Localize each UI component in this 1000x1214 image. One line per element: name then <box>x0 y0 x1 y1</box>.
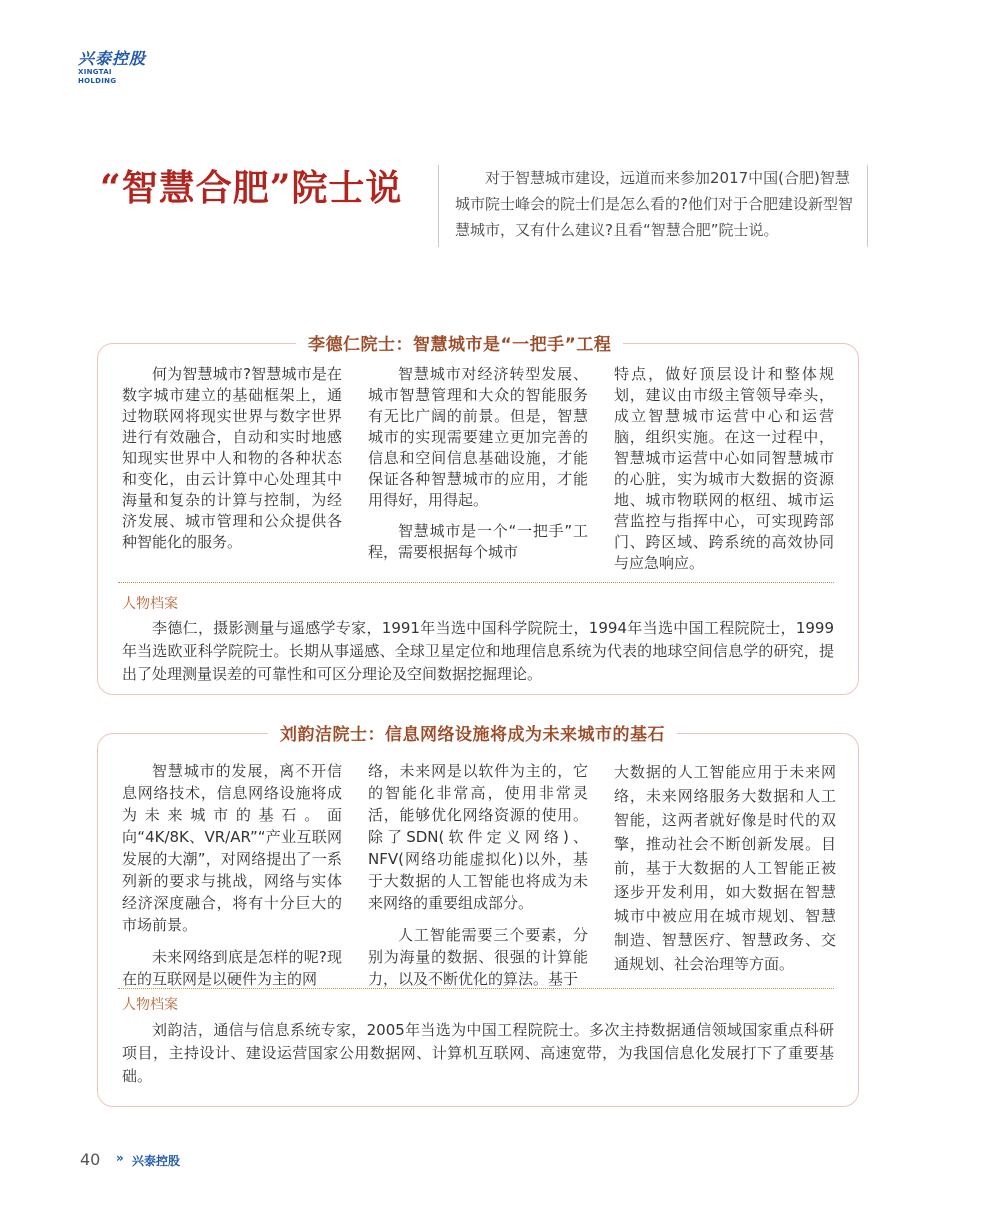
logo-name-en: XINGTAI HOLDING <box>78 68 117 85</box>
paragraph: 未来网络到底是怎样的呢?现在的互联网是以硬件为主的网 <box>122 948 342 988</box>
paragraph: 智慧城市的发展，离不开信息网络技术，信息网络设施将成为未来城市的基石。面向“4K/8K、VR/AR”“产业互联网发展的大潮”，对网络提出了一系列新的要求与挑战，网络与实体经济深度融合，将有十分巨大的市场前景。 <box>122 762 342 934</box>
paragraph: 络，未来网是以软件为主的，它的智能化非常高，使用非常灵活，能够优化网络资源的使用。除了SDN(软件定义网络)、NFV(网络功能虚拟化)以外，基于大数据的人工智能也将成为未来网络的重要组成部分。 <box>368 762 588 912</box>
profile-label: 人物档案 <box>122 997 178 1013</box>
footer-brand: 兴泰控股 <box>132 1154 181 1168</box>
dotted-divider <box>118 988 834 989</box>
section1-column-3 <box>614 364 834 574</box>
section2-column-3 <box>614 760 836 976</box>
paragraph: 特点，做好顶层设计和整体规划，建议由市级主管领导牵头，成立智慧城市运营中心和运营脑，组织实施。在这一过程中，智慧城市运营中心如同智慧城市的心脏，实为城市大数据的资源地、城市物联网的枢纽、城市运营监控与指挥中心，可实现跨部门、跨区域、跨系统的高效协同与应急响应。 <box>614 365 834 572</box>
chevron-right-icon: » <box>116 1151 124 1165</box>
paragraph: 何为智慧城市?智慧城市是在数字城市建立的基础框架上，通过物联网将现实世界与数字世界进行有效融合，自动和实时地感知现实世界中人和物的各种状态和变化，由云计算中心处理其中海量和复杂的计算与控制，为经济发展、城市管理和公众提供各种智能化的服务。 <box>122 365 342 551</box>
logo-name-cn: 兴泰控股 <box>78 49 147 68</box>
company-logo <box>78 50 148 86</box>
profile-text-liu-yunjie: 刘韵洁，通信与信息系统专家，2005年当选为中国工程院院士。多次主持数据通信领域国家重点科研项目，主持设计、建设运营国家公用数据网、计算机互联网、高速宽带，为我国信息化发展打下了重要基础。 <box>122 1021 834 1085</box>
article-intro: 对于智慧城市建设，远道而来参加2017中国(合肥)智慧城市院士峰会的院士们是怎么看的?他们对于合肥建设新型智慧城市，又有什么建议?且看“智慧合肥”院士说。 <box>438 165 868 247</box>
paragraph: 智慧城市是一个“一把手”工程，需要根据每个城市 <box>368 522 588 561</box>
dotted-divider <box>118 582 834 583</box>
section-heading-liu-yunjie: 刘韵洁院士：信息网络设施将成为未来城市的基石 <box>268 720 677 745</box>
page-number: 40 <box>80 1150 101 1169</box>
profile-text-li-deren: 李德仁，摄影测量与遥感学专家，1991年当选中国科学院院士，1994年当选中国工程院院士，1999年当选欧亚科学院院士。长期从事遥感、全球卫星定位和地理信息系统为代表的地球空间信息学的研究，提出了处理测量误差的可靠性和可区分理论及空间数据挖掘理论。 <box>122 619 834 683</box>
paragraph: 智慧城市对经济转型发展、城市智慧管理和大众的智能服务有无比广阔的前景。但是，智慧城市的实现需要建立更加完善的信息和空间信息基础设施，才能保证各种智慧城市的应用，才能用得好，用得起。 <box>368 365 588 509</box>
profile-label: 人物档案 <box>122 596 178 612</box>
paragraph: 大数据的人工智能应用于未来网络，未来网络服务大数据和人工智能，这两者就好像是时代的双擎，推动社会不断创新发展。目前，基于大数据的人工智能正被逐步开发利用，如大数据在智慧城市中被应用在城市规划、智慧制造、智慧医疗、智慧政务、交通规划、社会治理等方面。 <box>614 763 836 973</box>
article-title: “智慧合肥”院士说 <box>100 167 403 209</box>
section1-column-1 <box>122 364 342 553</box>
section2-column-2 <box>368 760 588 990</box>
section2-column-1 <box>122 760 342 990</box>
paragraph: 人工智能需要三个要素，分别为海量的数据、很强的计算能力，以及不断优化的算法。基于 <box>368 926 588 988</box>
section-heading-li-deren: 李德仁院士：智慧城市是“一把手”工程 <box>296 330 623 355</box>
section1-column-2 <box>368 364 588 563</box>
